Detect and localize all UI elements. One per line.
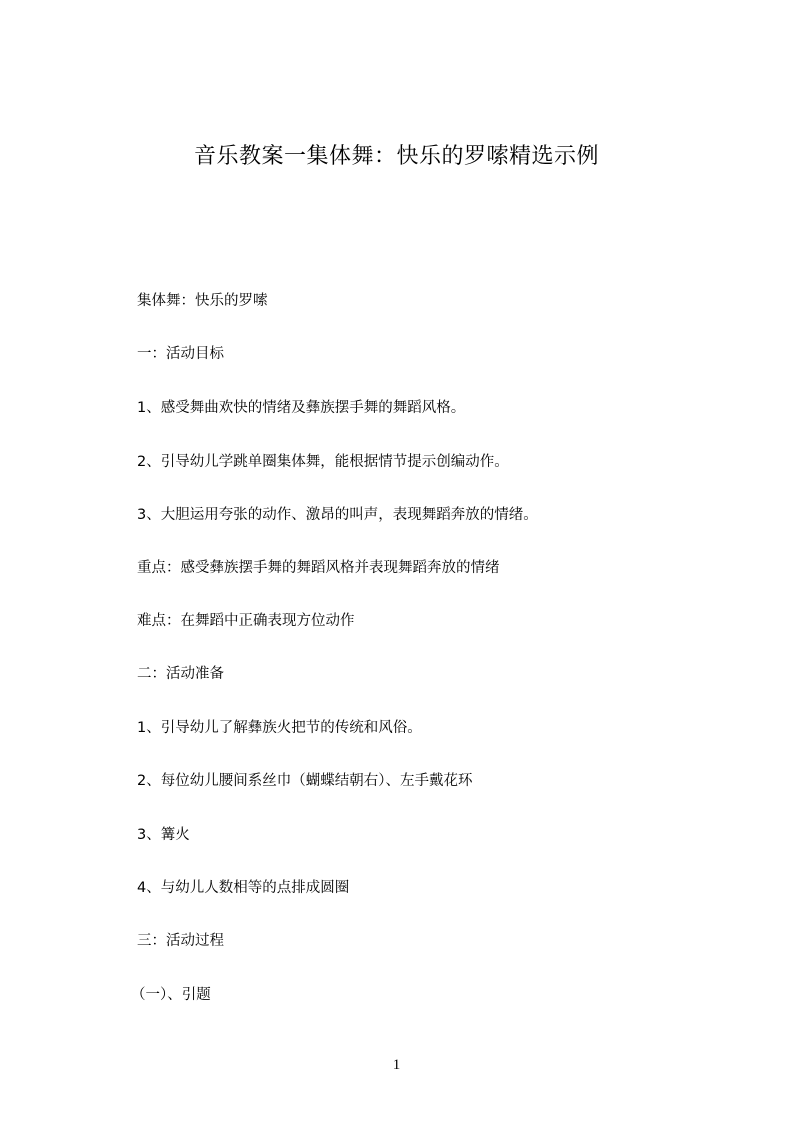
paragraph-line: 难点：在舞蹈中正确表现方位动作 [137, 613, 355, 629]
subsection-heading: （一）、引题 [131, 987, 211, 1003]
document-title: 音乐教案一集体舞：快乐的罗嗦精选示例 [193, 144, 599, 169]
paragraph-line: 1、引导幼儿了解彝族火把节的传统和风俗。 [137, 720, 422, 736]
paragraph-line: 4、与幼儿人数相等的点排成圆圈 [137, 880, 350, 896]
paragraph-line: 3、大胆运用夸张的动作、激昂的叫声，表现舞蹈奔放的情绪。 [137, 507, 538, 523]
paragraph-line: 重点：感受彝族摆手舞的舞蹈风格并表现舞蹈奔放的情绪 [137, 560, 500, 576]
section-heading: 三：活动过程 [137, 933, 224, 949]
page-number: 1 [392, 1057, 401, 1073]
paragraph-line: 1、感受舞曲欢快的情绪及彝族摆手舞的舞蹈风格。 [137, 400, 466, 416]
paragraph-line: 2、每位幼儿腰间系丝巾（蝴蝶结朝右）、左手戴花环 [137, 773, 473, 789]
section-heading: 一：活动目标 [137, 346, 224, 362]
paragraph-line: 2、引导幼儿学跳单圈集体舞，能根据情节提示创编动作。 [137, 454, 509, 470]
section-heading: 集体舞：快乐的罗嗦 [137, 293, 268, 309]
paragraph-line: 3、篝火 [137, 827, 190, 843]
section-heading: 二：活动准备 [137, 666, 224, 682]
